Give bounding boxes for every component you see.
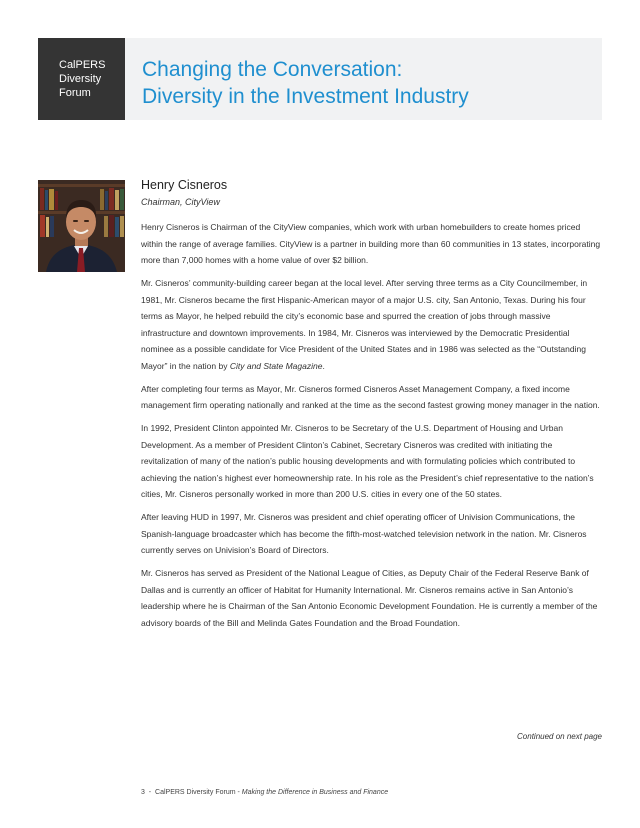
brand-line: Forum: [59, 87, 91, 99]
footer-separator: -: [148, 789, 152, 796]
footer-tagline: Making the Difference in Business and Finance: [241, 789, 389, 796]
magazine-title: City and State Magazine: [229, 360, 323, 371]
person-role: Chairman, CityView: [141, 197, 220, 207]
page-footer: [141, 789, 388, 796]
footer-dash: -: [237, 789, 240, 796]
page-number: 3: [141, 789, 145, 796]
title-line: Diversity in the Investment Industry: [142, 85, 469, 108]
bio-paragraph-end: .: [322, 360, 325, 371]
forum-brand-box: [38, 38, 125, 120]
person-name: Henry Cisneros: [141, 178, 228, 192]
bio-paragraph: After completing four terms as Mayor, Mr. Cisneros formed Cisneros Asset Management Company, a fixed income management firm operating nationally and ranked at the time as the second fastest growing money manager in the nation.: [141, 383, 600, 410]
title-line: Changing the Conversation:: [142, 58, 403, 81]
footer-publication: CalPERS Diversity Forum: [155, 789, 236, 796]
brand-line: CalPERS: [59, 59, 106, 71]
bio-paragraph: In 1992, President Clinton appointed Mr. Cisneros to be Secretary of the U.S. Department of Housing and Urban Development. As a member of President Clinton’s Cabinet, Secretary Cisneros was credited with initiating the revitalization of many of the nation’s public housing developments and with formulating policies which contributed to achieving the nation’s highest ever homeownership rate. In his role as the President’s chief representative to the nation’s cities, Mr. Cisneros personally worked in more than 200 U.S. cities in every one of the 50 states.: [141, 423, 594, 499]
bio-section: [141, 176, 601, 638]
page-title: [142, 56, 592, 110]
bio-paragraph: Mr. Cisneros has served as President of the National League of Cities, as Deputy Chair of the Federal Reserve Bank of Dallas and is currently an officer of Habitat for Humanity International. Mr. Cisneros remains active in San Antonio’s leadership where he is Chairman of the San Antonio Economic Development Foundation. He is currently a member of the advisory boards of the Bill and Melinda Gates Foundation and the Broad Foundation.: [141, 568, 598, 628]
brand-line: Diversity: [59, 73, 102, 85]
portrait-photo: [38, 180, 125, 272]
bio-paragraph-text: Mr. Cisneros’ community-building career began at the local level. After serving three terms as a City Councilmember, in 1981, Mr. Cisneros became the first Hispanic-American mayor of a major U.S. city, San Antonio, Texas. During his four terms as Mayor, he helped rebuild the city’s economic base and spurred the creation of jobs through massive infrastructure and downtown improvements. In 1984, Mr. Cisneros was interviewed by the Democratic Presidential nominee as a possible candidate for Vice President of the United States and in 1986 was selected as the “Outstanding Mayor” in the nation by: [141, 278, 588, 371]
bio-paragraph: Henry Cisneros is Chairman of the CityView companies, which work with urban homebuilders to create homes priced within the range of average families. CityView is a partner in building more than 60 communities in 13 states, incorporating more than 7,000 homes with a home value of over $2 billion.: [141, 222, 601, 265]
bio-paragraph: After leaving HUD in 1997, Mr. Cisneros was president and chief operating officer of Univision Communications, the Spanish-language broadcaster which has become the fifth-most-watched television network in the nation. Mr. Cisneros currently serves on Univision’s Board of Directors.: [141, 512, 587, 555]
bio-paragraph: [141, 275, 601, 374]
continued-note: Continued on next page: [517, 732, 602, 741]
